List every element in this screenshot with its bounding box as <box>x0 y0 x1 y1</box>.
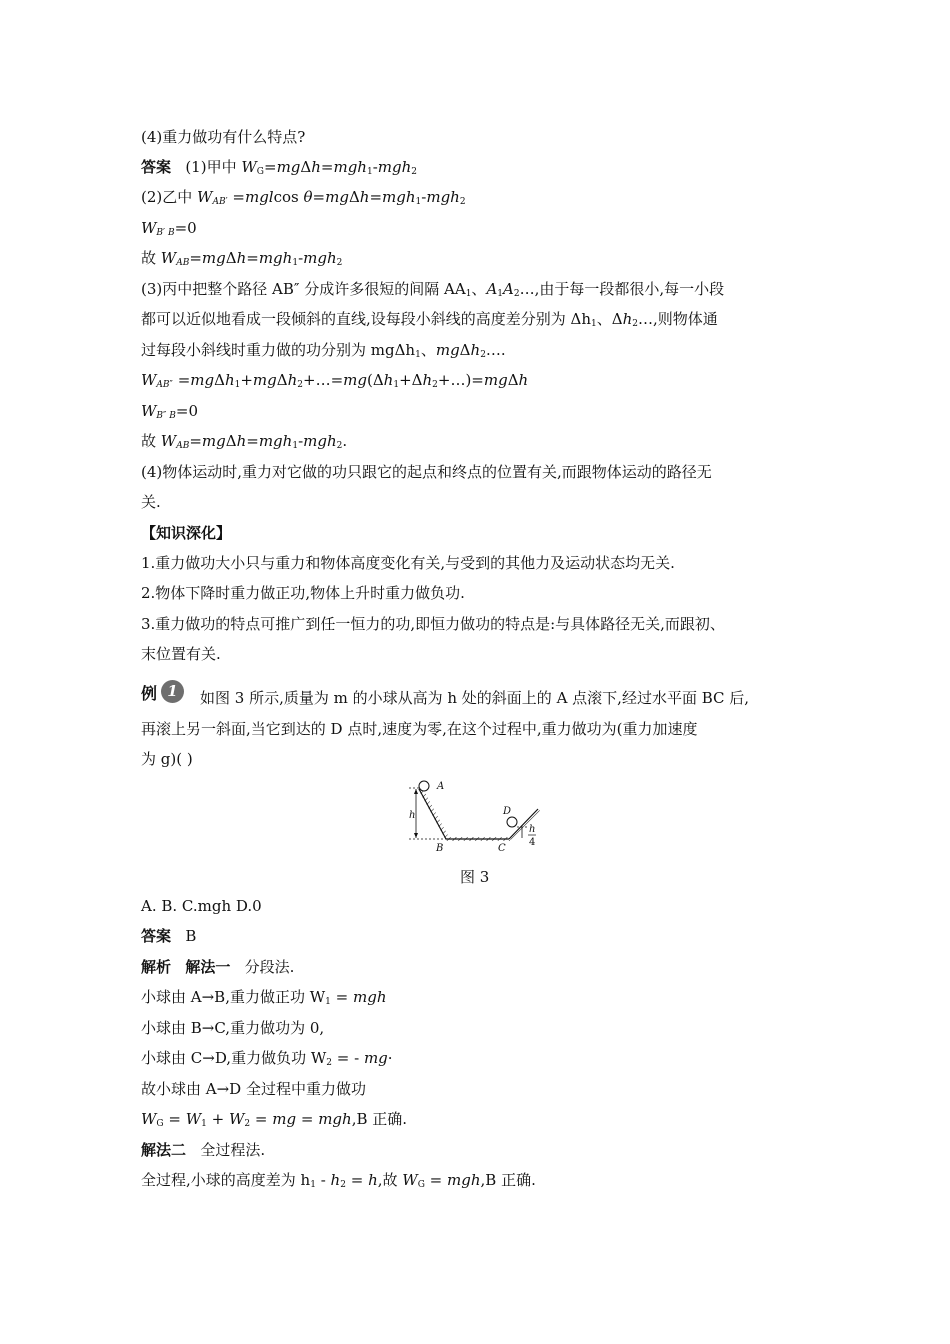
answer-2-prefix: (2)乙中 <box>141 188 198 206</box>
answer-label: 答案 <box>141 158 172 176</box>
knowledge-point-1: 1.重力做功大小只与重力和物体高度变化有关,与受到的其他力及运动状态均无关. <box>141 554 675 572</box>
h-arrow-top <box>414 789 418 794</box>
knowledge-point-2: 2.物体下降时重力做正功,物体上升时重力做负功. <box>141 584 465 602</box>
example-text-line-3: 为 g)( ) <box>141 750 193 768</box>
formula-wab-3: 故 $W_{AB}=mg\Delta h=mgh_1-mgh_2$. <box>141 432 348 451</box>
left-slope-line <box>419 789 446 839</box>
label-c: C <box>498 843 506 854</box>
question-4: (4)重力做功有什么特点? <box>141 128 306 146</box>
answer-4-line-1: (4)物体运动时,重力对它做的功只跟它的起点和终点的位置有关,而跟物体运动的路径无 <box>141 463 712 481</box>
method-2-label: 解法二 <box>141 1141 187 1159</box>
formula-wab-double-prime: $W_{AB''}$ $=mg\Delta h_1+mg\Delta h_2+\dots=mg(\Delta h_1+\Delta h_2+\dots)=mg\Delta h$ <box>141 371 529 390</box>
label-b: B <box>436 843 444 854</box>
answer-1-prefix: (1)甲中 <box>185 158 242 176</box>
formula-wbb-prime: $W_{B' B}=0$ <box>141 219 197 238</box>
answer-3-line-1: (3)丙中把整个路径 AB″ 分成许多很短的间隔 $AA_1$、$A_1A_2\dots$,由于每一段都很小,每一小段 <box>141 280 725 299</box>
answer-3-line-3: 过每段小斜线时重力做的功分别为 mgΔh$_1$、mgΔh$_2$…. <box>141 341 506 360</box>
answer-3-line-2: 都可以近似地看成一段倾斜的直线,设每段小斜线的高度差分别为 $\Delta h_1$、$\Delta h_2\dots$,则物体通 <box>141 310 718 329</box>
example-text-line-2: 再滚上另一斜面,当它到达的 D 点时,速度为零,在这个过程中,重力做功为(重力加速度 <box>141 720 698 738</box>
label-a: A <box>437 781 445 792</box>
step-2: 小球由 B→C,重力做功为 0, <box>141 1019 325 1037</box>
step-6: 全过程,小球的高度差为 $h_1 - h_2 = h$,故 $W_G = mgh,B$ 正确. <box>141 1171 536 1190</box>
label-h4-numerator: h <box>529 824 536 835</box>
analysis-method-2: 解法二 全过程法. <box>141 1141 266 1159</box>
label-h: h <box>409 810 416 821</box>
knowledge-point-3-line-2: 末位置有关. <box>141 645 221 663</box>
analysis-method-1: 解析 解法一 分段法. <box>141 958 295 976</box>
answer-4-line-2: 关. <box>141 493 161 511</box>
example-text-line-1: 如图 3 所示,质量为 m 的小球从高为 h 处的斜面上的 A 点滚下,经过水平面 BC 后, <box>200 689 750 707</box>
step-5: $W_G = W_1 + W_2$ = mg = mgh,B 正确. <box>141 1110 408 1129</box>
figure-caption: 图 3 <box>460 868 490 886</box>
method-1-label: 解法一 <box>185 958 231 976</box>
answer-value: B <box>185 927 197 945</box>
knowledge-title: 【知识深化】 <box>141 524 232 542</box>
h-arrow-bottom <box>414 833 418 838</box>
formula-wab-2: 故 $W_{AB}=mg\Delta h=mgh_1-mgh_2$ <box>141 249 343 268</box>
label-d: D <box>503 806 512 817</box>
label-h4-denominator: 4 <box>529 837 536 848</box>
ball-d <box>507 817 517 827</box>
answer-2: (2)乙中 $W_{AB'} =mglcos$ θ=mgΔh=mgh$_1$-mgh$_2$ <box>141 188 466 207</box>
answer-line: 答案 B <box>141 927 197 945</box>
example-badge <box>141 680 189 704</box>
knowledge-point-3-line-1: 3.重力做功的特点可推广到任一恒力的功,即恒力做功的特点是:与具体路径无关,而跟初、 <box>141 615 725 633</box>
formula-wbb-double-prime: $W_{B'' B}=0$ <box>141 402 199 421</box>
step-3: 小球由 C→D,重力做负功 $W_2$ = - mg· <box>141 1049 393 1068</box>
example-number-icon: 1 <box>161 680 184 703</box>
step-1: 小球由 A→B,重力做正功 $W_1$ = mgh <box>141 988 387 1007</box>
step-4: 故小球由 A→D 全过程中重力做功 <box>141 1080 366 1098</box>
ball-a <box>419 781 429 791</box>
options: A. B. C.mgh D.0 <box>141 897 262 915</box>
analysis-label: 解析 <box>141 958 172 976</box>
figure-3-diagram <box>405 775 550 855</box>
example-word: 例 <box>141 684 158 703</box>
answer-1: 答案 (1)甲中 $W_G=mg\Delta h=mgh_1-mgh_2$ <box>141 158 418 177</box>
